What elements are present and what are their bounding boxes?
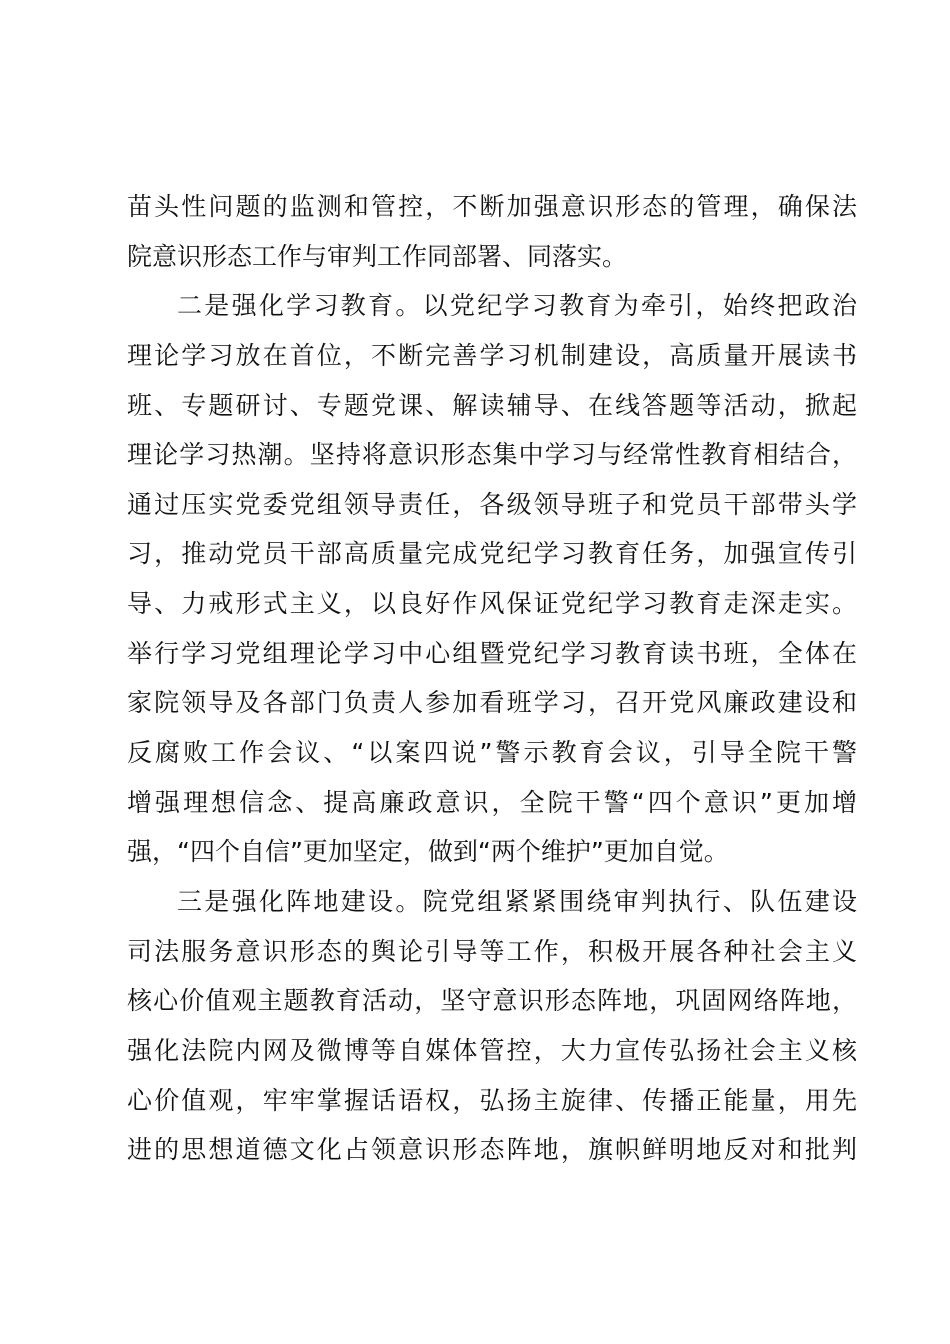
paragraph-heading-line: 三是强化阵地建设。院党组紧紧围绕审判执行、队伍建设 bbox=[177, 886, 857, 916]
text-line: 核心价值观主题教育活动，坚守意识形态阵地，巩固网络阵地， bbox=[127, 986, 857, 1016]
text-line: 强，“四个自信”更加坚定，做到“两个维护”更加自觉。 bbox=[127, 837, 729, 867]
text-line: 理论学习热潮。坚持将意识形态集中学习与经常性教育相结合， bbox=[127, 440, 857, 470]
text-line: 苗头性问题的监测和管控，不断加强意识形态的管理，确保法 bbox=[127, 192, 857, 221]
text-line: 通过压实党委党组领导责任，各级领导班子和党员干部带头学 bbox=[127, 489, 857, 519]
text-line: 反腐败工作会议、“以案四说”警示教育会议，引导全院干警 bbox=[127, 738, 857, 768]
text-line: 举行学习党组理论学习中心组暨党纪学习教育读书班，全体在 bbox=[127, 638, 857, 668]
text-line: 家院领导及各部门负责人参加看班学习，召开党风廉政建设和 bbox=[127, 688, 857, 718]
text-line: 司法服务意识形态的舆论引导等工作，积极开展各种社会主义 bbox=[127, 936, 857, 966]
text-line: 心价值观，牢牢掌握话语权，弘扬主旋律、传播正能量，用先 bbox=[127, 1085, 857, 1115]
text-line: 增强理想信念、提高廉政意识，全院干警“四个意识”更加增 bbox=[127, 787, 857, 817]
paragraph-heading-line: 二是强化学习教育。以党纪学习教育为牵引，始终把政治 bbox=[177, 291, 857, 321]
text-line: 理论学习放在首位，不断完善学习机制建设，高质量开展读书 bbox=[127, 340, 857, 370]
text-line: 进的思想道德文化占领意识形态阵地，旗帜鲜明地反对和批判 bbox=[127, 1135, 857, 1165]
text-line: 习，推动党员干部高质量完成党纪学习教育任务，加强宣传引 bbox=[127, 539, 857, 569]
text-line: 导、力戒形式主义，以良好作风保证党纪学习教育走深走实。 bbox=[127, 589, 857, 619]
text-line: 强化法院内网及微博等自媒体管控，大力宣传弘扬社会主义核 bbox=[127, 1035, 857, 1065]
text-line: 班、专题研讨、专题党课、解读辅导、在线答题等活动，掀起 bbox=[127, 390, 857, 420]
text-line: 院意识形态工作与审判工作同部署、同落实。 bbox=[127, 241, 628, 271]
body-text bbox=[127, 182, 857, 1175]
